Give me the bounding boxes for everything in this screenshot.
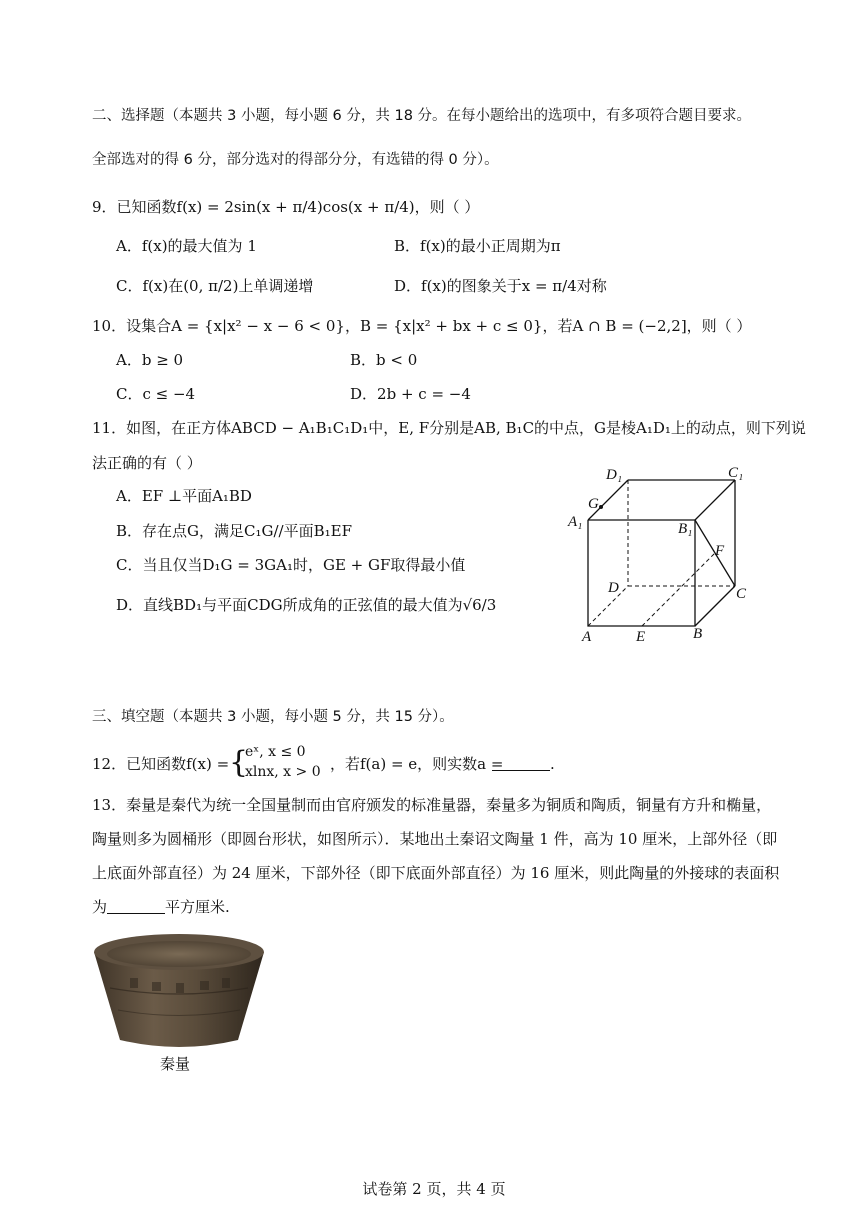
q13-line1: 13．秦量是秦代为统一全国量制而由官府颁发的标准量器，秦量多为铜质和陶质，铜量有方升和椭量， xyxy=(92,796,772,814)
q12-case2: xlnx, x > 0 xyxy=(245,764,321,780)
q13-line3: 上底面外部直径）为 24 厘米，下部外径（即下底面外部直径）为 16 厘米，则此陶量的外接球的表面积 xyxy=(92,864,780,882)
q13-line4 xyxy=(92,897,230,917)
q12-suffix: ，若f(a) = e，则实数a = xyxy=(330,755,504,773)
q10-option-a: A．b ≥ 0 xyxy=(116,351,184,369)
q11-option-c: C．当且仅当D₁G = 3GA₁时，GE + GF取得最小值 xyxy=(116,556,466,574)
q13-line4-prefix: 为 xyxy=(92,898,108,916)
q10-option-b: B．b < 0 xyxy=(350,351,418,369)
label-d: D xyxy=(608,580,619,596)
q10-stem: 10．设集合A = {x|x² − x − 6 < 0}，B = {x|x² + bx + c ≤ 0}，若A ∩ B = (−2,2]，则（ ） xyxy=(92,317,752,335)
section2-header-line1: 二、选择题（本题共 3 小题，每小题 6 分，共 18 分。在每小题给出的选项中，有多项符合题目要求。 xyxy=(92,108,752,124)
q13-line2: 陶量则多为圆桶形（即圆台形状，如图所示）．某地出土秦诏文陶量 1 件，高为 10 厘米，上部外径（即 xyxy=(92,830,778,848)
section2-header-line2: 全部选对的得 6 分，部分选对的得部分分，有选错的得 0 分）。 xyxy=(92,152,499,168)
q10-option-c: C．c ≤ −4 xyxy=(116,385,196,403)
q12-case1: eˣ, x ≤ 0 xyxy=(245,744,306,760)
qin-measure-caption: 秦量 xyxy=(160,1055,191,1073)
q9-option-a: A．f(x)的最大值为 1 xyxy=(116,237,257,255)
q11-option-b: B．存在点G，满足C₁G//平面B₁EF xyxy=(116,522,352,540)
q9-option-b: B．f(x)的最小正周期为π xyxy=(394,237,561,255)
cube-figure xyxy=(560,458,780,653)
q10-option-d: D．2b + c = −4 xyxy=(350,385,471,403)
label-b1: B₁ xyxy=(678,521,693,537)
point-g-dot xyxy=(599,505,603,509)
q12-brace: { xyxy=(229,745,249,780)
q9-stem: 9．已知函数f(x) = 2sin(x + π/4)cos(x + π/4)，则（ ） xyxy=(92,198,480,216)
label-a: A xyxy=(582,629,592,645)
label-a1: A₁ xyxy=(568,514,583,530)
q9-option-c: C．f(x)在(0, π/2)上单调递增 xyxy=(116,277,314,295)
label-c: C xyxy=(736,586,747,602)
page-footer: 试卷第 2 页，共 4 页 xyxy=(362,1180,506,1198)
label-f: F xyxy=(715,543,725,559)
q12-prefix: 12．已知函数f(x) = xyxy=(92,755,230,773)
label-c1: C₁ xyxy=(728,465,744,481)
q13-answer-blank xyxy=(107,899,165,914)
label-e: E xyxy=(636,629,646,645)
qin-measure-image xyxy=(90,928,268,1052)
q11-stem-line2: 法正确的有（ ） xyxy=(92,454,202,472)
q13-line4-suffix: 平方厘米. xyxy=(165,898,230,916)
q11-option-d: D．直线BD₁与平面CDG所成角的正弦值的最大值为√6/3 xyxy=(116,596,497,614)
q11-option-a: A．EF ⊥平面A₁BD xyxy=(116,487,252,505)
q12-answer-blank: . xyxy=(492,754,555,774)
label-b: B xyxy=(693,626,703,642)
section3-header: 三、填空题（本题共 3 小题，每小题 5 分，共 15 分）。 xyxy=(92,709,454,725)
label-g: G xyxy=(588,496,599,512)
q11-stem-line1: 11．如图，在正方体ABCD − A₁B₁C₁D₁中，E, F分别是AB, B₁C的中点，G是棱A₁D₁上的动点，则下列说 xyxy=(92,419,806,437)
label-d1: D₁ xyxy=(606,467,623,483)
q9-option-d: D．f(x)的图象关于x = π/4对称 xyxy=(394,277,607,295)
